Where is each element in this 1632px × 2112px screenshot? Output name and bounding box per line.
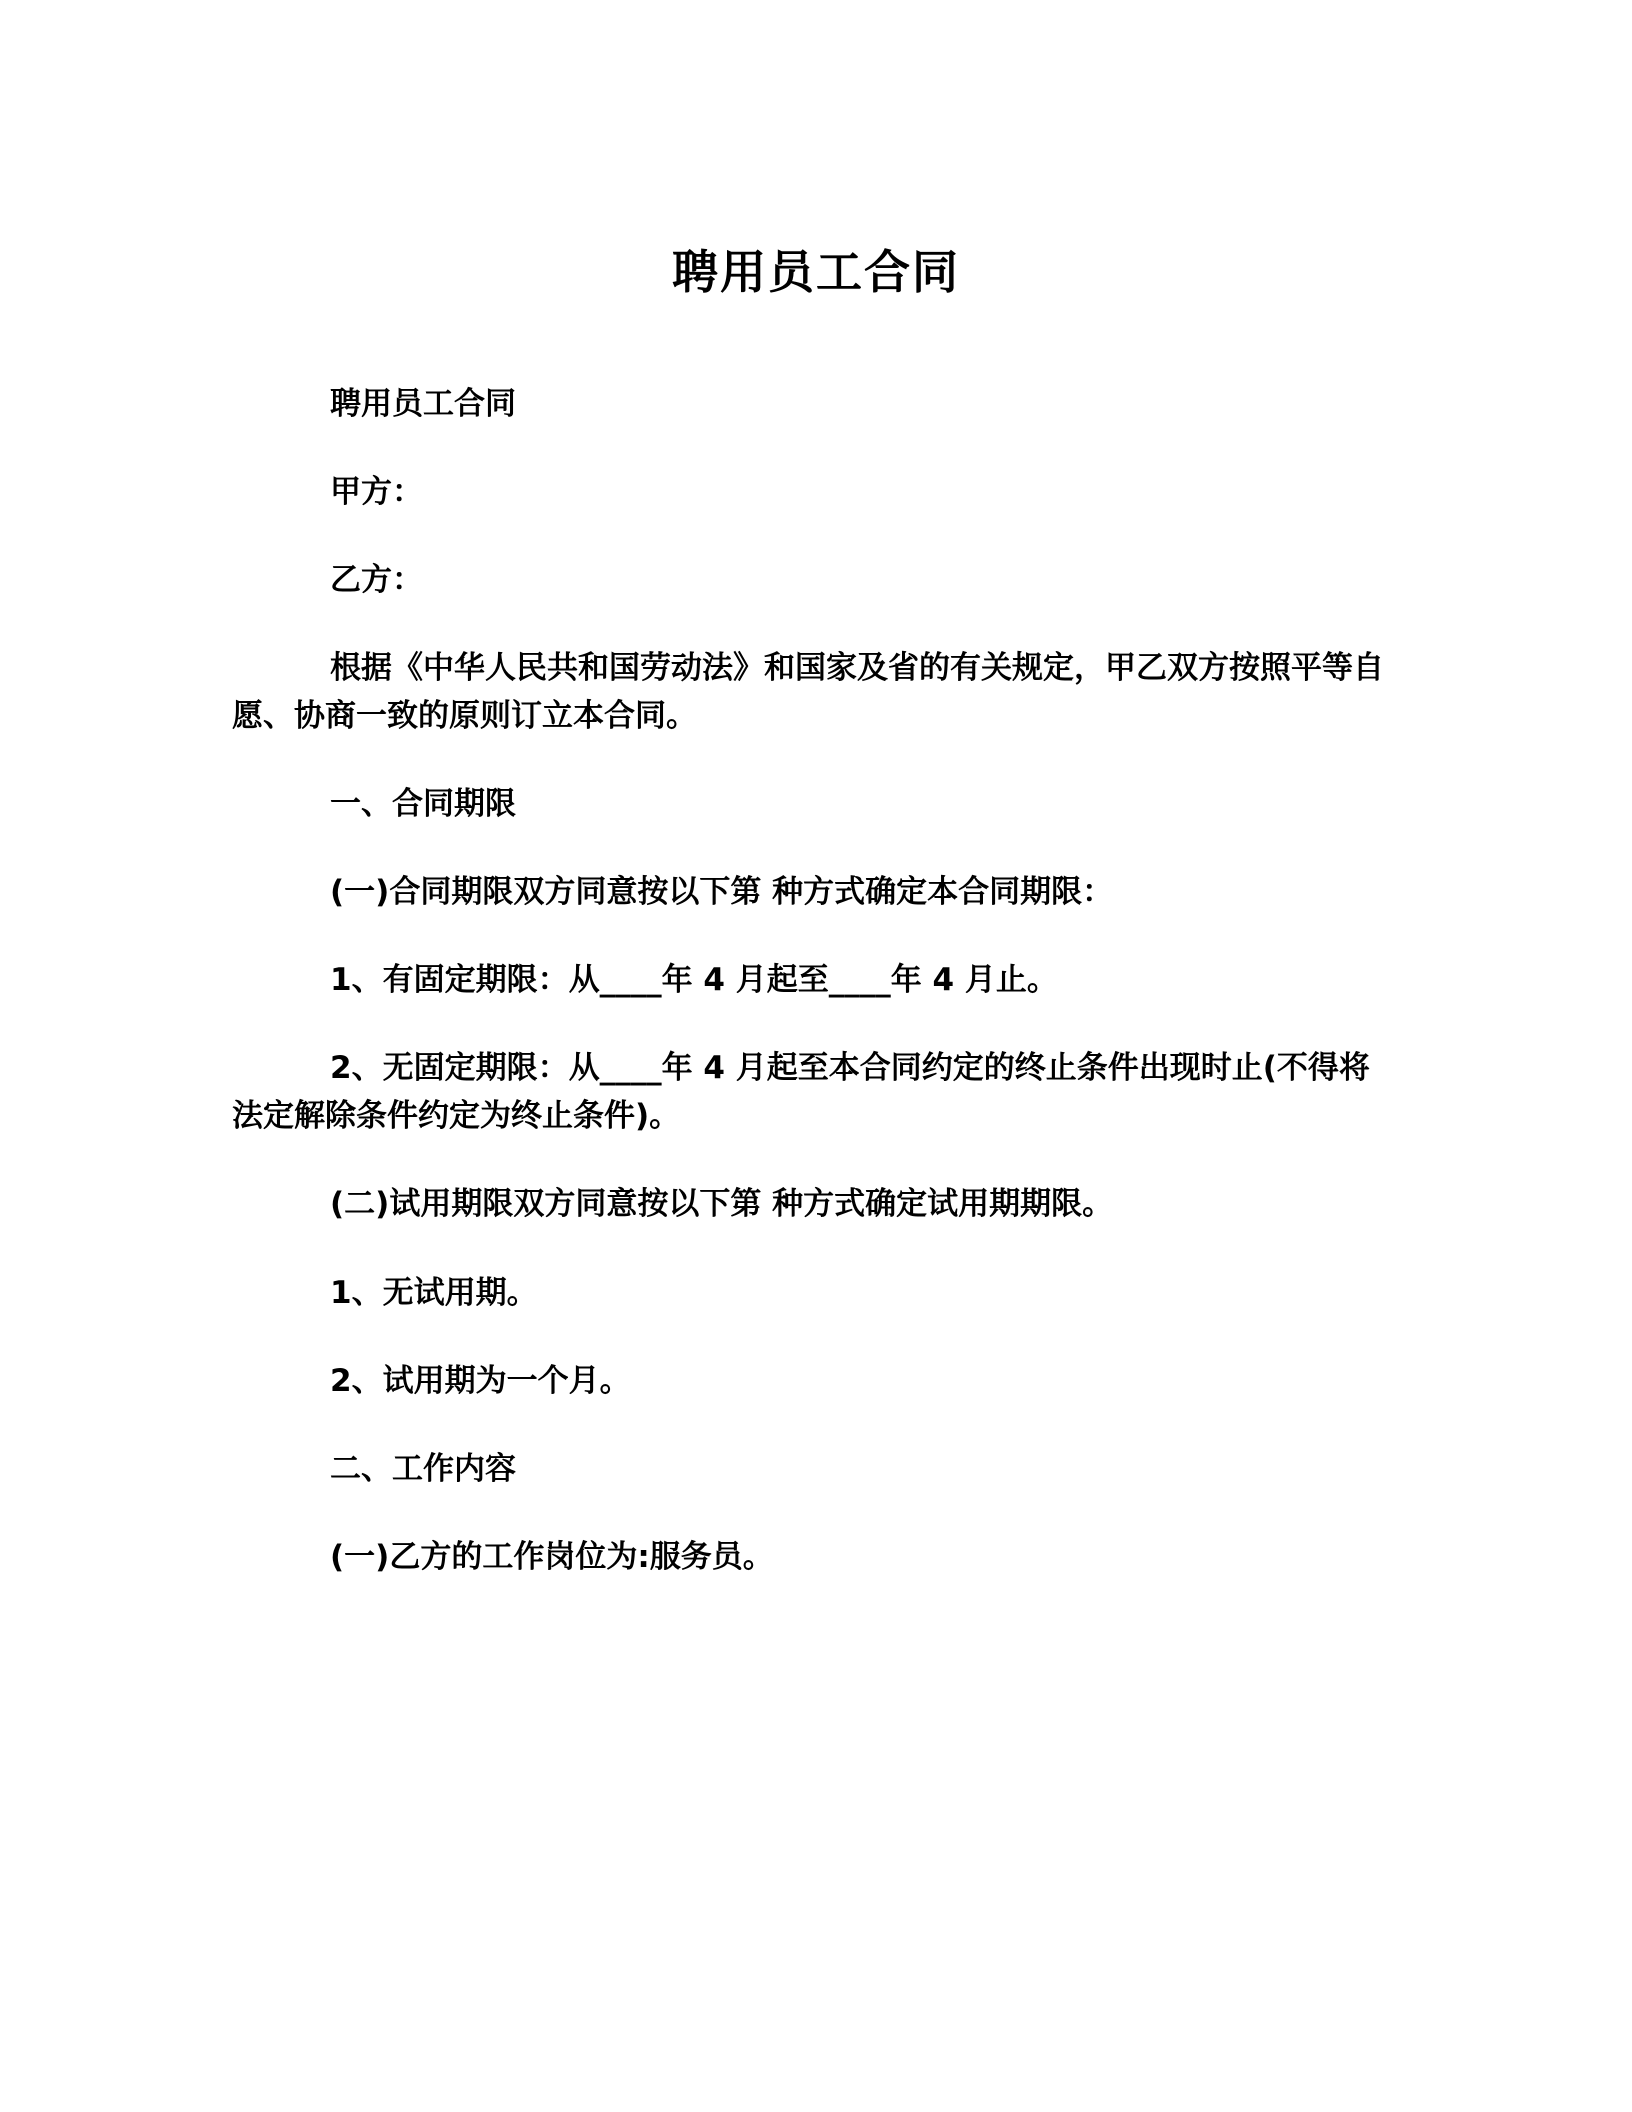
- document-body: [232, 380, 1400, 1621]
- paragraph-open-term: 2、无固定期限：从____年 4 月起至本合同约定的终止条件出现时止(不得将法定解除条件约定为终止条件)。: [232, 1050, 1370, 1135]
- paragraph-term-intro: (一)合同期限双方同意按以下第 种方式确定本合同期限：: [330, 874, 1114, 911]
- page-title: 聘用员工合同: [672, 244, 960, 299]
- paragraph-no-probation: 1、无试用期。: [330, 1274, 538, 1311]
- paragraph-job-position: (一)乙方的工作岗位为:服务员。: [330, 1538, 774, 1575]
- paragraph-section-one-heading: 一、合同期限: [330, 786, 516, 823]
- paragraph-party-b: 乙方：: [330, 562, 423, 599]
- paragraph-probation-intro: (二)试用期限双方同意按以下第 种方式确定试用期期限。: [330, 1186, 1114, 1223]
- paragraph-contract-heading: 聘用员工合同: [330, 386, 516, 422]
- paragraph-party-a: 甲方：: [330, 474, 423, 511]
- paragraph-section-two-heading: 二、工作内容: [330, 1450, 516, 1487]
- paragraph-fixed-term: 1、有固定期限：从____年 4 月起至____年 4 月止。: [330, 962, 1058, 999]
- paragraph-probation-one-month: 2、试用期为一个月。: [330, 1362, 631, 1399]
- paragraph-legal-basis: 根据《中华人民共和国劳动法》和国家及省的有关规定，甲乙双方按照平等自愿、协商一致的原则订立本合同。: [232, 650, 1384, 735]
